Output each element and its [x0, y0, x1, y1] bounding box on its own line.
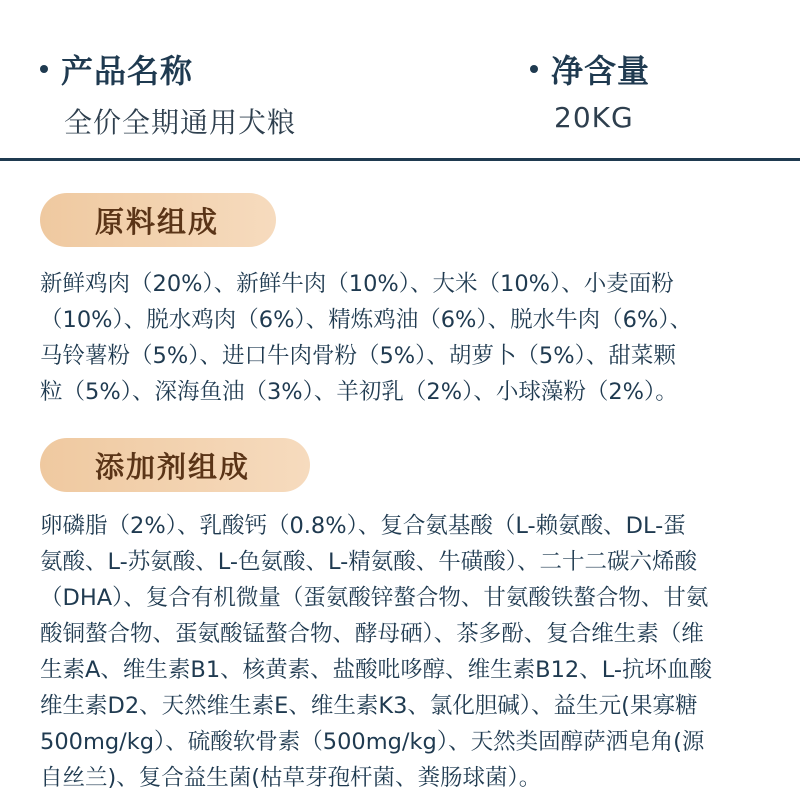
- additives-heading: 添加剂组成: [40, 438, 310, 492]
- text-line: 粒（5%）、深海鱼油（3%）、羊初乳（2%）、小球藻粉（2%）。: [40, 379, 678, 405]
- bullet-dot: [40, 65, 48, 73]
- text-line: 500mg/kg）、硫酸软骨素（500mg/kg）、天然类固醇萨洒皂角(源: [40, 729, 705, 755]
- ingredients-heading: 原料组成: [40, 193, 276, 247]
- product-name-value: 全价全期通用犬粮: [64, 106, 297, 139]
- text-line: （10%）、脱水鸡肉（6%）、精炼鸡油（6%）、脱水牛肉（6%）、: [40, 307, 693, 333]
- product-header: [0, 0, 800, 162]
- bullet-dot: [530, 65, 538, 73]
- text-line: （DHA）、复合有机微量（蛋氨酸锌螯合物、甘氨酸铁螯合物、甘氨: [40, 585, 709, 611]
- text-line: 酸铜螯合物、蛋氨酸锰螯合物、酵母硒）、茶多酚、复合维生素（维: [40, 621, 704, 647]
- text-line: 维生素D2、天然维生素E、维生素K3、氯化胆碱）、益生元(果寡糖: [40, 693, 698, 719]
- text-line: 卵磷脂（2%）、乳酸钙（0.8%）、复合氨基酸（L-赖氨酸、DL-蛋: [40, 513, 686, 539]
- text-line: 马铃薯粉（5%）、进口牛肉骨粉（5%）、胡萝卜（5%）、甜菜颗: [40, 343, 676, 369]
- net-weight-value: 20KG: [554, 101, 634, 134]
- net-weight-label: 净含量: [551, 52, 651, 90]
- text-line: 氨酸、L-苏氨酸、L-色氨酸、L-精氨酸、牛磺酸）、二十二碳六烯酸: [40, 549, 698, 575]
- additives-text: [40, 508, 770, 796]
- header-divider: [0, 158, 800, 161]
- net-weight-block: [530, 44, 650, 134]
- text-line: 自丝兰)、复合益生菌(枯草芽孢杆菌、粪肠球菌）。: [40, 765, 542, 791]
- text-line: 新鲜鸡肉（20%）、新鲜牛肉（10%）、大米（10%）、小麦面粉: [40, 271, 674, 297]
- product-name-block: [40, 44, 296, 141]
- text-line: 生素A、维生素B1、核黄素、盐酸吡哆醇、维生素B12、L-抗坏血酸: [40, 657, 712, 683]
- ingredients-text: [40, 266, 770, 410]
- product-name-label: 产品名称: [61, 52, 194, 90]
